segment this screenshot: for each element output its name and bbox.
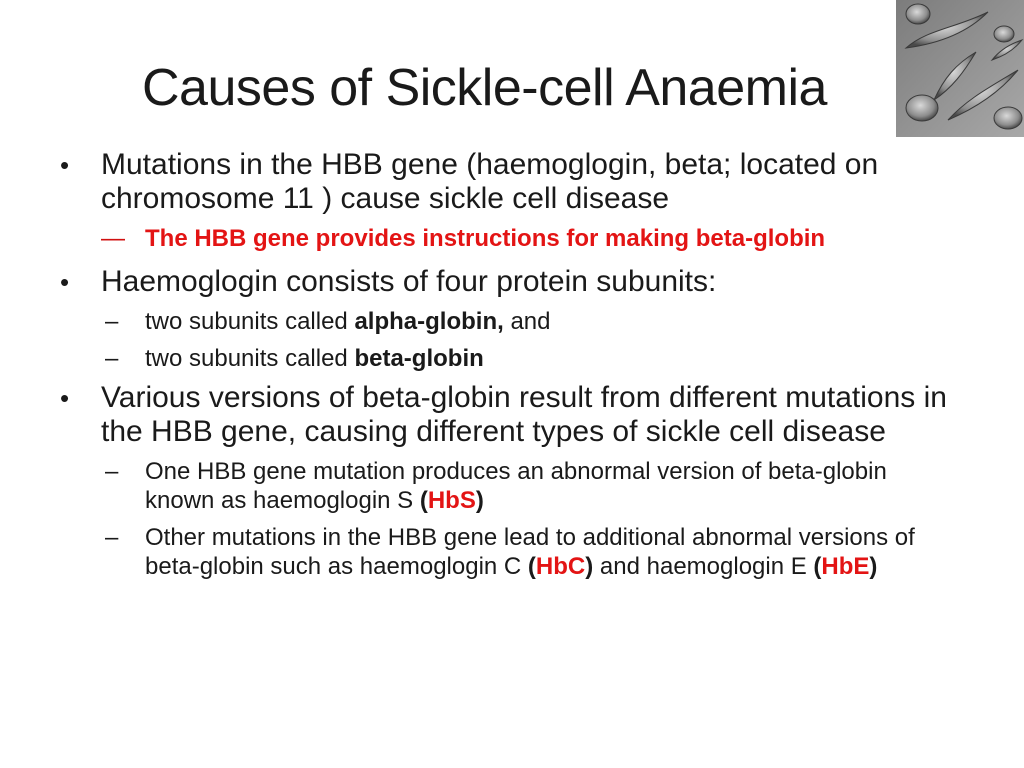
bullet-item xyxy=(60,265,960,299)
sub-bullet-text-mid: and haemoglogin E xyxy=(593,553,814,580)
bullet-marker: • xyxy=(60,150,70,180)
paren-close: ) xyxy=(869,553,878,580)
bullet-marker: • xyxy=(60,383,70,413)
paren-open: ( xyxy=(527,553,536,580)
sub-bullet-item xyxy=(60,523,960,581)
sub-bullet-text-bold: beta-globin xyxy=(354,345,484,372)
bullet-text: Various versions of beta-globin result from different mutations in the HBB gene, causing different types of sickle cell disease xyxy=(101,381,947,448)
sub-bullet-marker: — xyxy=(101,225,125,252)
sub-bullet-text-prefix: One HBB gene mutation produces an abnormal version of beta-globin known as haemoglogin S xyxy=(145,458,887,514)
bullet-marker: • xyxy=(60,267,70,297)
sub-bullet-text-prefix: two subunits called xyxy=(145,345,355,372)
sub-bullet-marker: – xyxy=(105,458,119,485)
sub-bullet-item xyxy=(60,344,960,373)
sub-bullet-marker: – xyxy=(105,345,119,372)
hbc-code: HbC xyxy=(535,553,586,580)
bullet-text: Haemoglogin consists of four protein subunits: xyxy=(101,265,717,298)
paren-close: ) xyxy=(585,553,594,580)
bullet-list xyxy=(60,148,960,589)
paren-open: ( xyxy=(419,487,428,514)
hbs-code: HbS xyxy=(427,487,476,514)
sub-bullet-text-prefix: two subunits called xyxy=(145,308,355,335)
paren-close: ) xyxy=(475,487,484,514)
sub-bullet-item xyxy=(60,224,960,253)
bullet-item xyxy=(60,381,960,449)
sub-bullet-marker: – xyxy=(105,524,119,551)
sub-bullet-text-suffix: and xyxy=(503,308,551,335)
sub-bullet-item xyxy=(60,307,960,336)
slide-title: Causes of Sickle-cell Anaemia xyxy=(142,59,827,117)
sickle-cell-micrograph-image xyxy=(896,0,1024,137)
micrograph-svg xyxy=(896,0,1024,137)
sub-bullet-text: The HBB gene provides instructions for making beta-globin xyxy=(145,225,826,252)
sub-bullet-text-bold: alpha-globin, xyxy=(354,308,504,335)
bullet-item xyxy=(60,148,960,216)
sub-bullet-marker: – xyxy=(105,308,119,335)
paren-open: ( xyxy=(813,553,822,580)
sub-bullet-text-prefix: Other mutations in the HBB gene lead to additional abnormal versions of beta-globin such as haemoglogin C xyxy=(145,524,915,580)
hbe-code: HbE xyxy=(821,553,870,580)
bullet-text: Mutations in the HBB gene (haemoglogin, beta; located on chromosome 11 ) cause sickle cell disease xyxy=(101,148,879,215)
sub-bullet-item xyxy=(60,457,960,515)
